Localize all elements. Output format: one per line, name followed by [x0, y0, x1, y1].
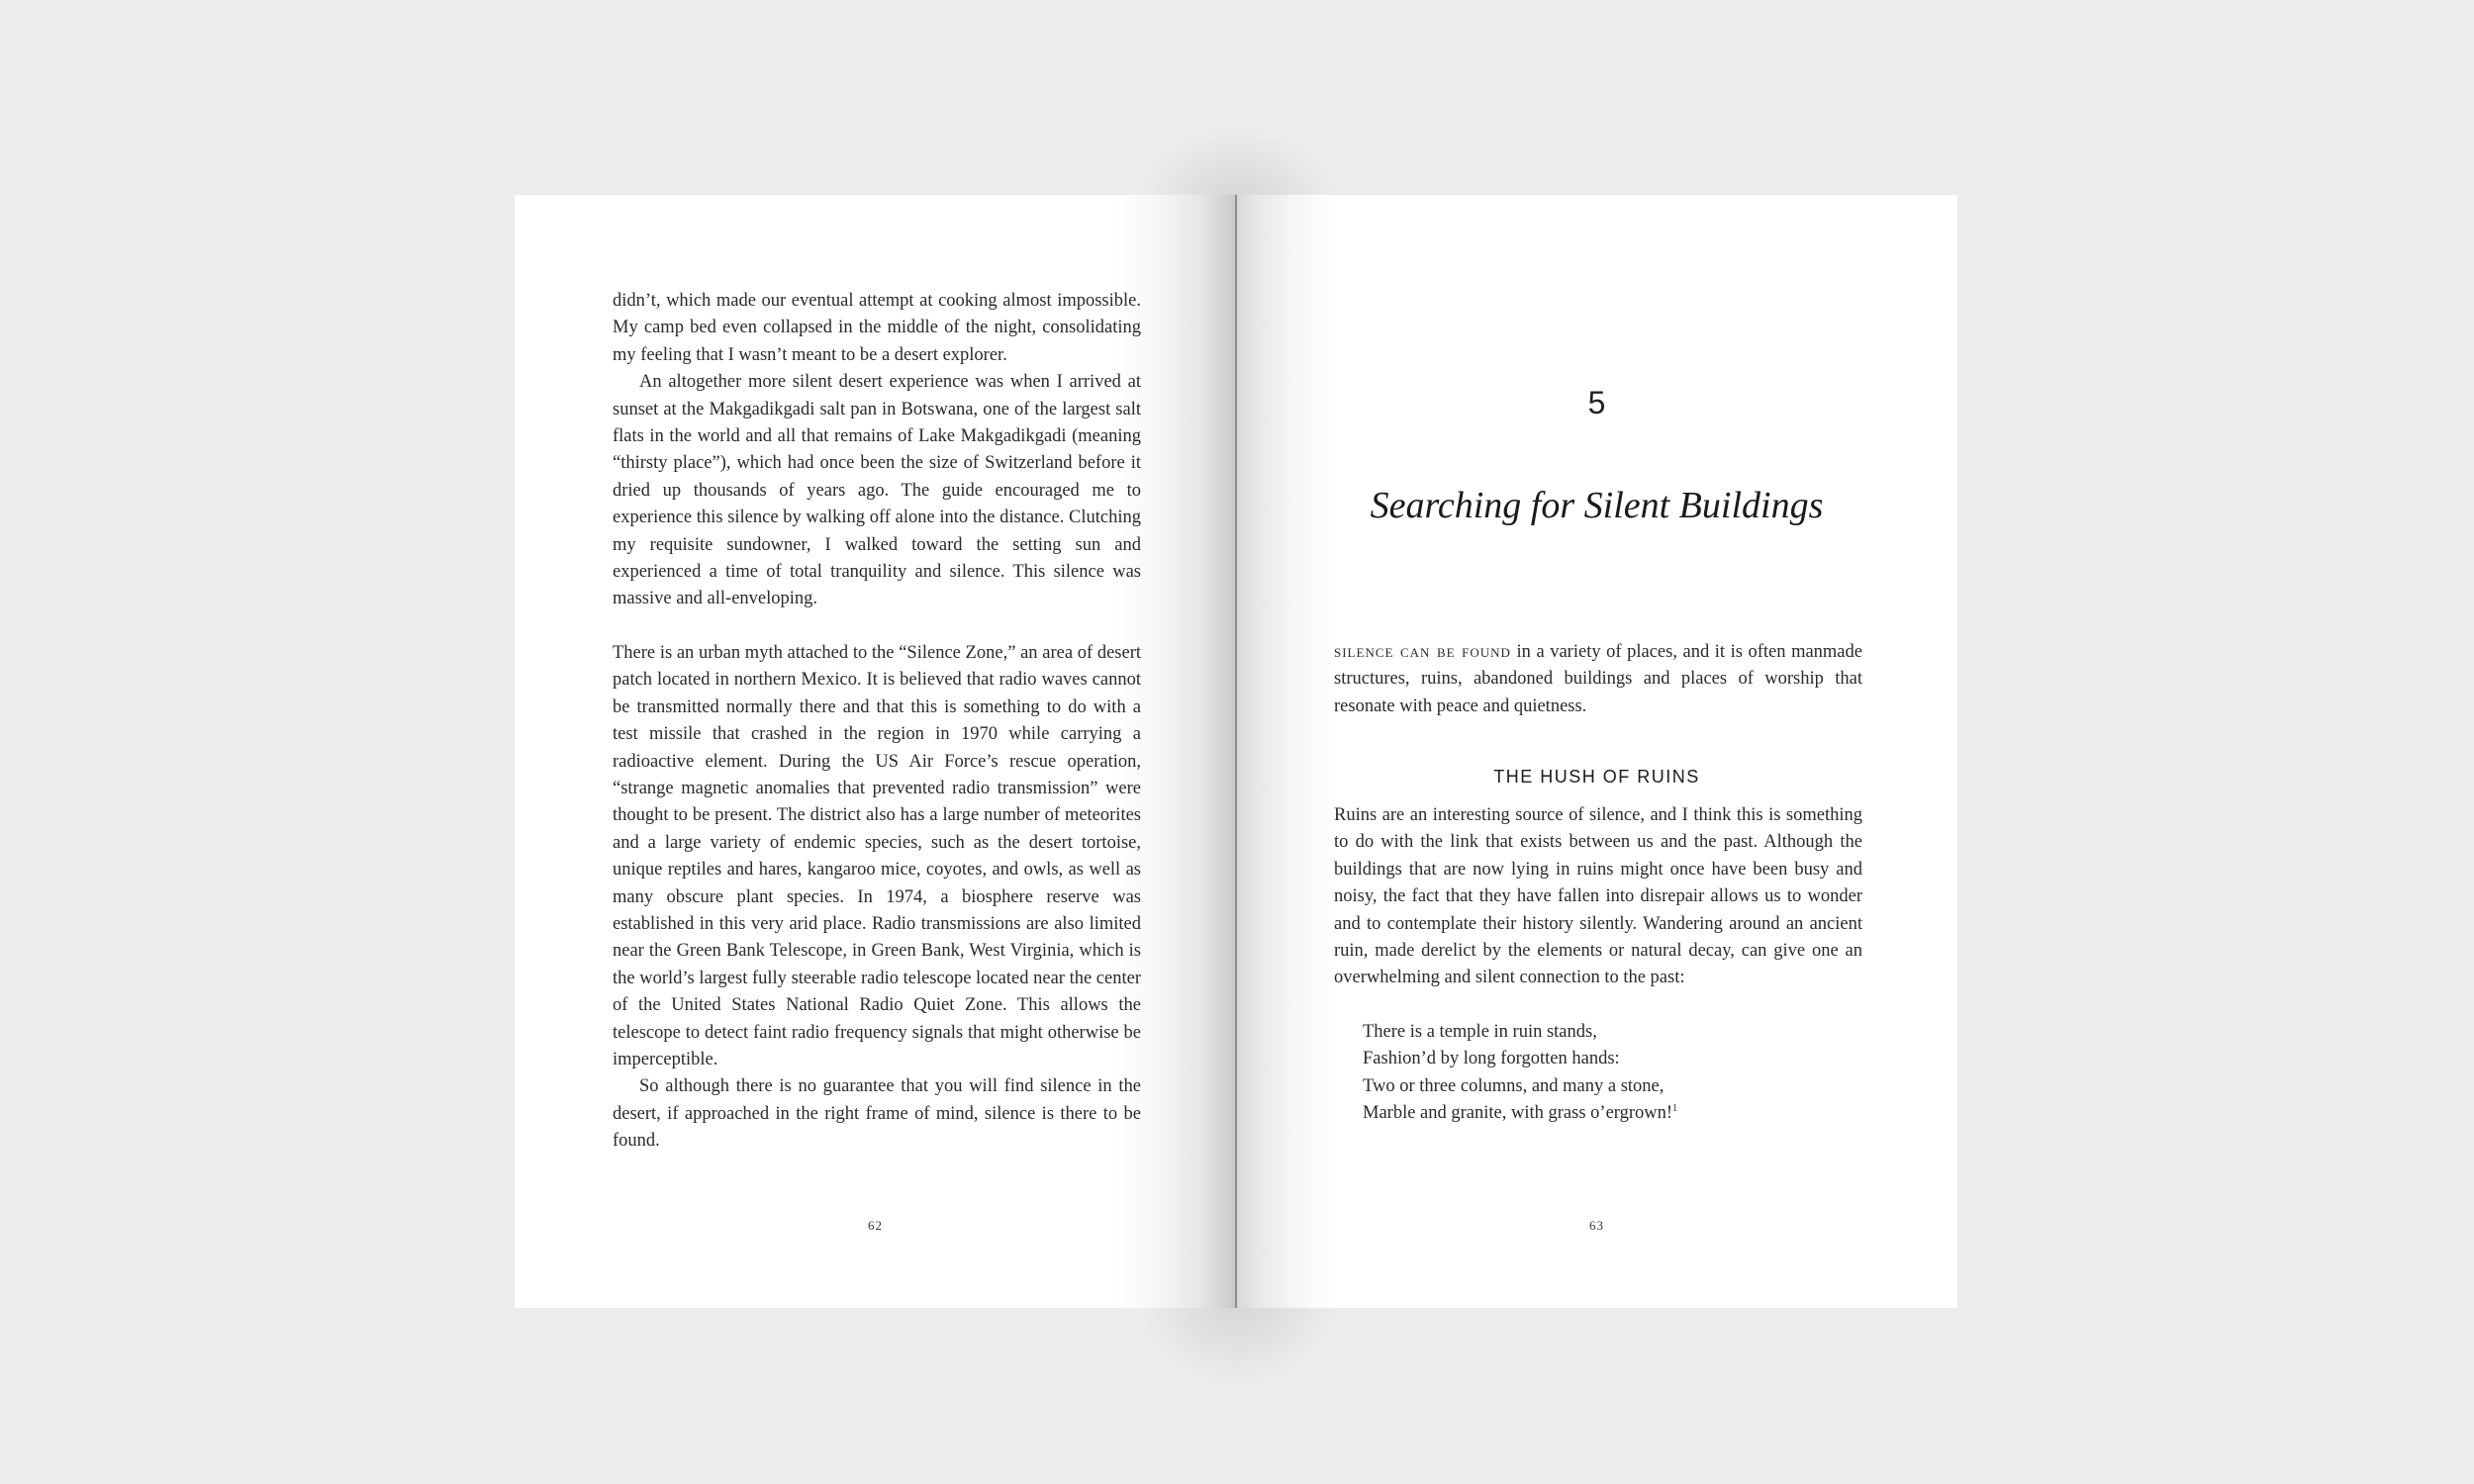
left-page-body — [613, 288, 1141, 1156]
verse-line-2: Fashion’d by long forgotten hands: — [1363, 1049, 1620, 1069]
verse-line-3: Two or three columns, and many a stone, — [1363, 1075, 1665, 1096]
book-gutter — [1235, 195, 1237, 1308]
right-page — [1236, 195, 1957, 1308]
verse-line-4 — [1363, 1100, 1677, 1127]
book-spread — [515, 195, 1957, 1308]
chapter-title: Searching for Silent Buildings — [1370, 485, 1824, 526]
poem-verse — [1363, 1019, 1677, 1128]
page-number-left: 62 — [868, 1218, 883, 1233]
verse-line-1: There is a temple in ruin stands, — [1363, 1022, 1597, 1042]
lead-paragraph — [1334, 639, 1862, 720]
left-paragraph-3: There is an urban myth attached to the “Silence Zone,” an area of desert patch located in northern Mexico. It is believed that radio waves cannot be transmitted normally there and that this is something to do with a test missile that crashed in the region in 1970 while carrying a radioactive element. During the US Air Force’s rescue operation, “strange magnetic anomalies that prevented radio transmission” were thought to be present. The district also has a large number of meteorites and a large variety of endemic species, such as the desert tortoise, unique reptiles and hares, kangaroo mice, coyotes, and owls, as well as many obscure plant species. In 1974, a biosphere reserve was established in this very arid place. Radio transmissions are also limited near the Green Bank Telescope, in Green Bank, West Virginia, which is the world’s largest fully steerable radio telescope located near the center of the United States National Radio Quiet Zone. This allows the telescope to detect faint radio frequency signals that might otherwise be imperceptible. — [613, 642, 1141, 1069]
left-paragraph-4: So although there is no guarantee that you will find silence in the desert, if approached in the right frame of mind, silence is there to be found. — [613, 1076, 1141, 1152]
verse-line-4-text: Marble and granite, with grass o’ergrown! — [1363, 1103, 1673, 1124]
chapter-number: 5 — [1587, 385, 1606, 420]
page-number-right: 63 — [1589, 1218, 1604, 1233]
footnote-marker[interactable]: 1 — [1672, 1103, 1678, 1115]
lead-text: in a variety of places, and it is often manmade structures, ruins, abandoned buildings and places of worship that resonate with peace and quietness. — [1334, 642, 1862, 716]
left-page — [515, 195, 1236, 1308]
left-paragraph-1: didn’t, which made our eventual attempt at cooking almost impossible. My camp bed even collapsed in the middle of the night, consolidating my feeling that I wasn’t meant to be a desert explorer. — [613, 291, 1141, 365]
ruins-paragraph: Ruins are an interesting source of silence, and I think this is something to do with the link that exists between us and the past. Although the buildings that are now lying in ruins might once have been busy and noisy, the fact that they have fallen into disrepair allows us to wonder and to contemplate their history silently. Wandering around an ancient ruin, made derelict by the elements or natural decay, can give one an overwhelming and silent connection to the past: — [1334, 805, 1862, 988]
left-paragraph-2: An altogether more silent desert experience was when I arrived at sunset at the Makgadikgadi salt pan in Botswana, one of the largest salt flats in the world and all that remains of Lake Makgadikgadi (meaning “thirsty place”), which had once been the size of Switzerland before it dried up thousands of years ago. The guide encouraged me to experience this silence by walking off alone into the distance. Clutching my requisite sundowner, I walked toward the setting sun and experienced a time of total tranquility and silence. This silence was massive and all-enveloping. — [613, 372, 1141, 609]
book-shadow-bottom — [1138, 1296, 1336, 1385]
section-subhead: THE HUSH OF RUINS — [1493, 767, 1700, 787]
lead-smallcaps: silence can be found — [1334, 642, 1511, 662]
